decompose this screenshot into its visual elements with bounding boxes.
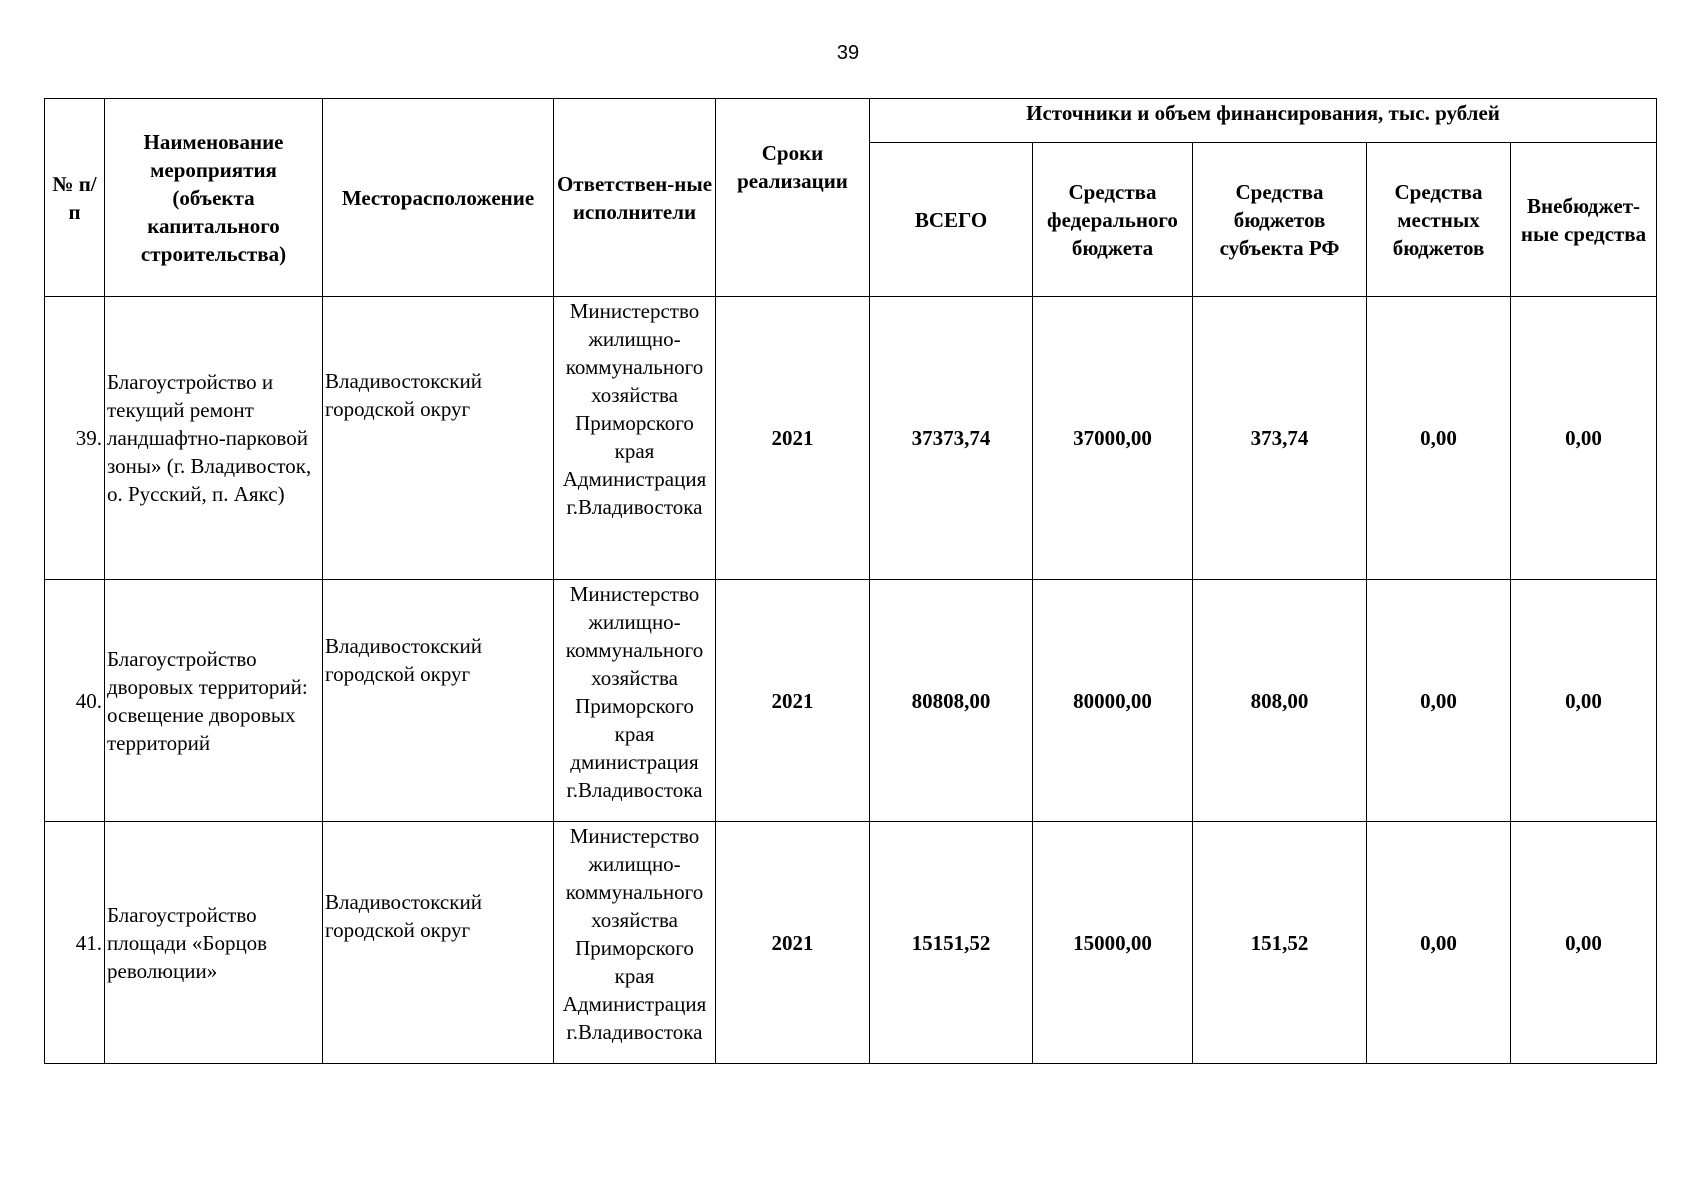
- header-total: ВСЕГО: [870, 143, 1033, 297]
- header-extra: Внебюджет-ные средства: [1511, 143, 1657, 297]
- header-local: Средства местных бюджетов: [1367, 143, 1511, 297]
- header-row-1: [45, 99, 1657, 143]
- row-period: 2021: [716, 580, 870, 822]
- row-regional: 808,00: [1193, 580, 1367, 822]
- row-name: Благоустройство и текущий ремонт ландшафтно-парковой зоны» (г. Владивосток, о. Русский, п. Аякс): [105, 297, 323, 580]
- row-num: 40.: [45, 580, 105, 822]
- row-period: 2021: [716, 297, 870, 580]
- row-extra: 0,00: [1511, 580, 1657, 822]
- row-location: Владивостокский городской округ: [323, 822, 554, 1064]
- row-local: 0,00: [1367, 580, 1511, 822]
- row-regional: 373,74: [1193, 297, 1367, 580]
- table-row: [45, 297, 1657, 580]
- header-regional: Средства бюджетов субъекта РФ: [1193, 143, 1367, 297]
- row-location: Владивостокский городской округ: [323, 297, 554, 580]
- header-num: № п/п: [45, 99, 105, 297]
- row-name: Благоустройство площади «Борцов революции»: [105, 822, 323, 1064]
- row-total: 15151,52: [870, 822, 1033, 1064]
- row-total: 37373,74: [870, 297, 1033, 580]
- row-total: 80808,00: [870, 580, 1033, 822]
- table-row: [45, 580, 1657, 822]
- header-federal: Средства федерального бюджета: [1033, 143, 1193, 297]
- row-local: 0,00: [1367, 297, 1511, 580]
- header-location: Месторасположение: [323, 99, 554, 297]
- row-federal: 15000,00: [1033, 822, 1193, 1064]
- row-responsible: Министерство жилищно-коммунального хозяйства Приморского края дминистрация г.Владивостока: [554, 580, 716, 822]
- row-extra: 0,00: [1511, 297, 1657, 580]
- row-responsible: Министерство жилищно-коммунального хозяйства Приморского края Администрация г.Владивостока: [554, 297, 716, 580]
- header-period: Сроки реализации: [716, 99, 870, 297]
- row-num: 41.: [45, 822, 105, 1064]
- financing-table: [44, 98, 1657, 1064]
- row-location: Владивостокский городской округ: [323, 580, 554, 822]
- row-name: Благоустройство дворовых территорий: освещение дворовых территорий: [105, 580, 323, 822]
- header-responsible: Ответствен-ные исполнители: [554, 99, 716, 297]
- row-num: 39.: [45, 297, 105, 580]
- row-local: 0,00: [1367, 822, 1511, 1064]
- row-federal: 80000,00: [1033, 580, 1193, 822]
- row-period: 2021: [716, 822, 870, 1064]
- header-funding-group: Источники и объем финансирования, тыс. рублей: [870, 99, 1657, 143]
- row-regional: 151,52: [1193, 822, 1367, 1064]
- row-responsible: Министерство жилищно-коммунального хозяйства Приморского края Администрация г.Владивостока: [554, 822, 716, 1064]
- page-number: 39: [836, 42, 860, 64]
- row-extra: 0,00: [1511, 822, 1657, 1064]
- table-row: [45, 822, 1657, 1064]
- header-name: Наименование мероприятия (объекта капитального строительства): [105, 99, 323, 297]
- row-federal: 37000,00: [1033, 297, 1193, 580]
